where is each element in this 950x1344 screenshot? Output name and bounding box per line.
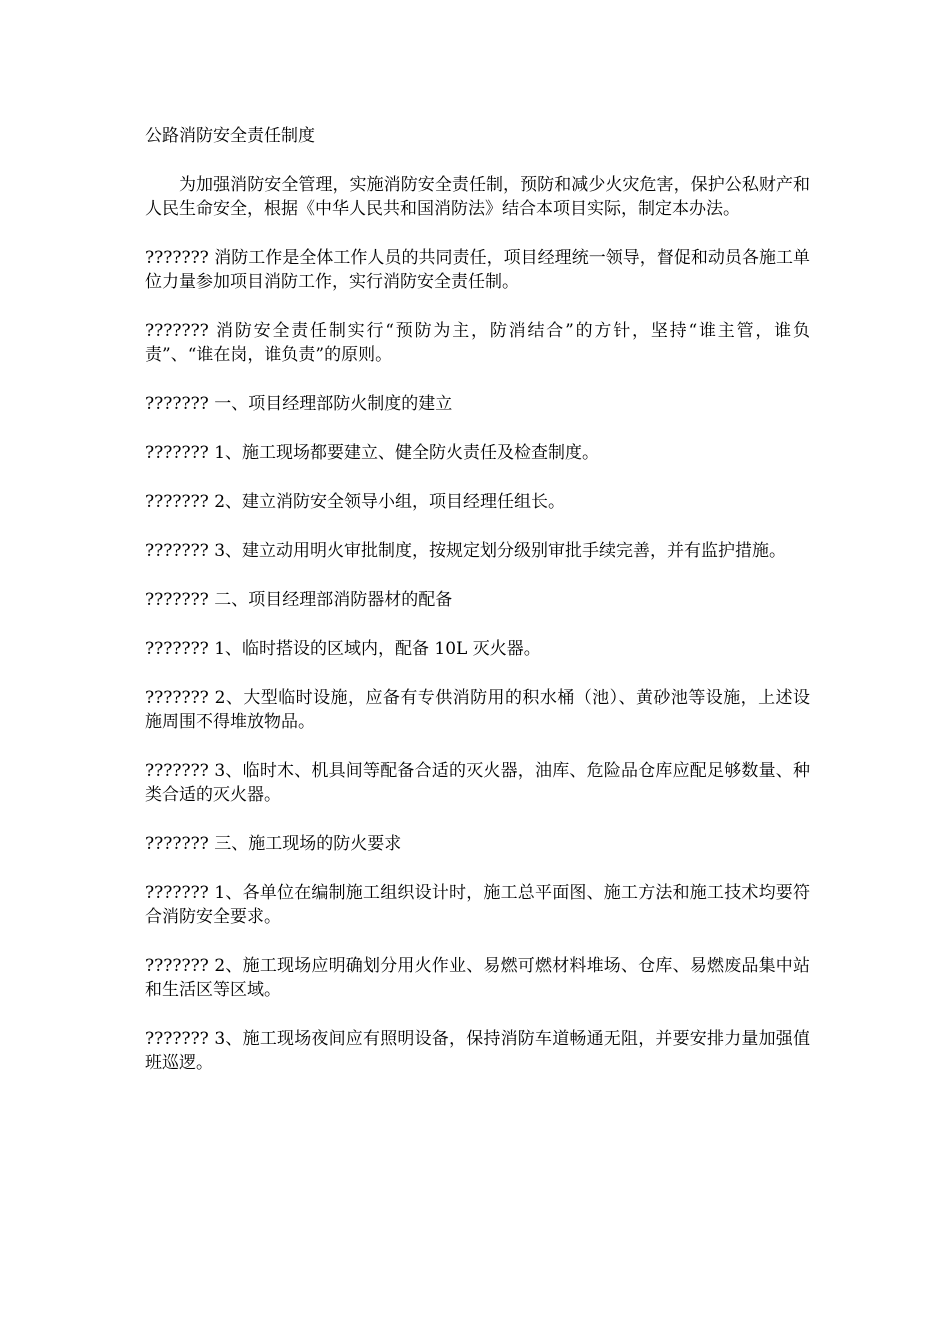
list-item: ??????? 1、各单位在编制施工组织设计时，施工总平面图、施工方法和施工技术均要符合消防安全要求。 [145, 883, 810, 927]
section-heading: ??????? 二、项目经理部消防器材的配备 [145, 590, 453, 610]
list-item: ??????? 2、大型临时设施，应备有专供消防用的积水桶（池）、黄砂池等设施，上述设施周围不得堆放物品。 [145, 688, 810, 732]
document-title: 公路消防安全责任制度 [145, 126, 315, 146]
list-item: ??????? 1、施工现场都要建立、健全防火责任及检查制度。 [145, 443, 600, 463]
list-item: ??????? 2、施工现场应明确划分用火作业、易燃可燃材料堆场、仓库、易燃废品集中站和生活区等区域。 [145, 956, 810, 1000]
paragraph: ??????? 消防工作是全体工作人员的共同责任，项目经理统一领导，督促和动员各施工单位力量参加项目消防工作，实行消防安全责任制。 [145, 248, 810, 292]
list-item: ??????? 2、建立消防安全领导小组，项目经理任组长。 [145, 492, 566, 512]
list-item: ??????? 1、临时搭设的区域内，配备 10L 灭火器。 [145, 639, 541, 659]
section-heading: ??????? 一、项目经理部防火制度的建立 [145, 394, 453, 414]
paragraph: ??????? 消防安全责任制实行“预防为主，防消结合”的方针，坚持“谁主管，谁负责”、“谁在岗，谁负责”的原则。 [145, 321, 810, 365]
section-heading: ??????? 三、施工现场的防火要求 [145, 834, 402, 854]
document-body [145, 124, 810, 1100]
list-item: ??????? 3、施工现场夜间应有照明设备，保持消防车道畅通无阻，并要安排力量加强值班巡逻。 [145, 1029, 810, 1073]
list-item: ??????? 3、建立动用明火审批制度，按规定划分级别审批手续完善，并有监护措施。 [145, 541, 787, 561]
intro-paragraph: 为加强消防安全管理，实施消防安全责任制，预防和减少火灾危害，保护公私财产和人民生命安全，根据《中华人民共和国消防法》结合本项目实际，制定本办法。 [145, 175, 810, 219]
list-item: ??????? 3、临时木、机具间等配备合适的灭火器，油库、危险品仓库应配足够数量、种类合适的灭火器。 [145, 761, 810, 805]
